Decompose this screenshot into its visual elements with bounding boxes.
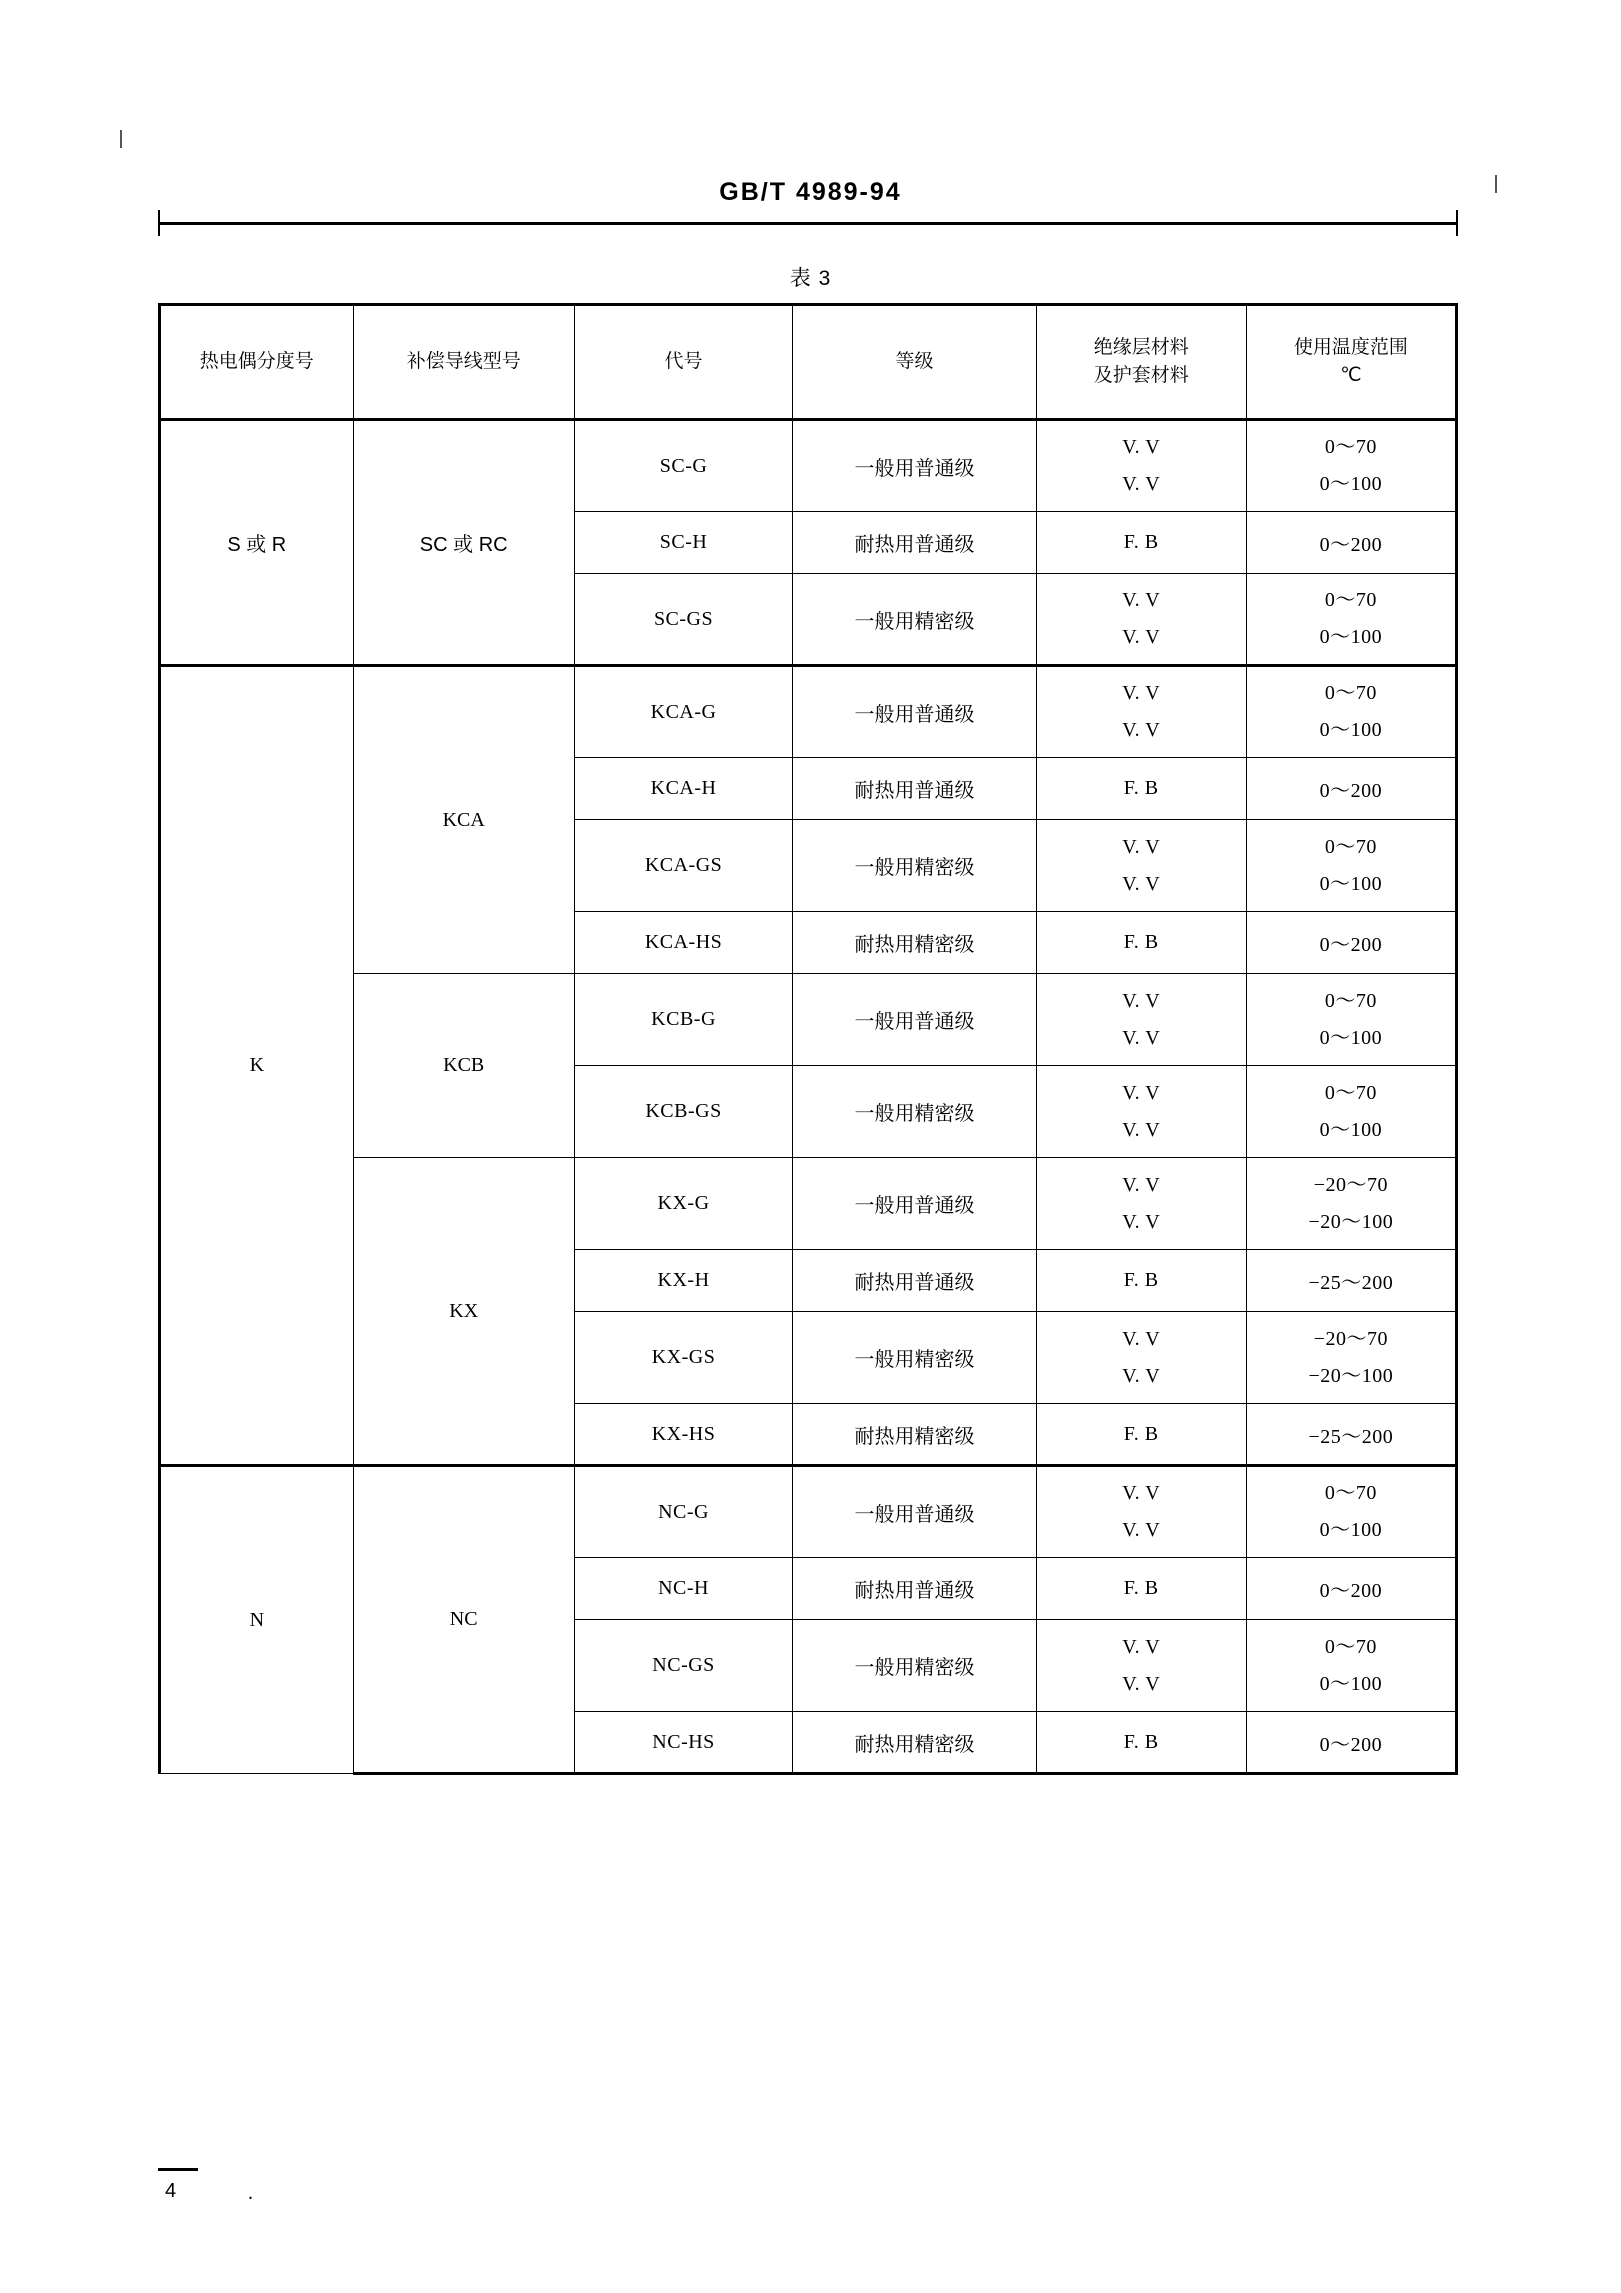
temperature-cell: 0～70 0～100 (1246, 820, 1456, 912)
temperature-cell: 0～70 0～100 (1246, 1620, 1456, 1712)
code-cell: KCB-GS (574, 1066, 792, 1158)
code-cell: KX-G (574, 1158, 792, 1250)
code-cell: NC-G (574, 1466, 792, 1558)
grade-cell: 一般用普通级 (793, 420, 1036, 512)
grade-cell: 一般用普通级 (793, 1466, 1036, 1558)
code-cell: KCA-H (574, 758, 792, 820)
code-cell: KCA-HS (574, 912, 792, 974)
temperature-cell: −25～200 (1246, 1404, 1456, 1466)
insulation-cell: V. V V. V (1036, 1066, 1246, 1158)
insulation-cell: F. B (1036, 1404, 1246, 1466)
column-header: 热电偶分度号 (160, 305, 354, 420)
thermocouple-type-cell: N (160, 1466, 354, 1774)
grade-cell: 耐热用精密级 (793, 912, 1036, 974)
insulation-cell: F. B (1036, 912, 1246, 974)
code-cell: KCB-G (574, 974, 792, 1066)
table-row (160, 974, 1457, 1066)
grade-cell: 耐热用普通级 (793, 512, 1036, 574)
code-cell: KX-H (574, 1250, 792, 1312)
grade-cell: 一般用精密级 (793, 1066, 1036, 1158)
insulation-cell: V. V V. V (1036, 974, 1246, 1066)
grade-cell: 一般用精密级 (793, 1620, 1036, 1712)
insulation-cell: V. V V. V (1036, 1466, 1246, 1558)
wire-type-cell: NC (353, 1466, 574, 1774)
grade-cell: 一般用精密级 (793, 820, 1036, 912)
table-3-container (158, 303, 1458, 1775)
insulation-cell: F. B (1036, 1250, 1246, 1312)
code-cell: SC-H (574, 512, 792, 574)
wire-type-cell: KX (353, 1158, 574, 1466)
temperature-cell: 0～200 (1246, 1558, 1456, 1620)
insulation-cell: V. V V. V (1036, 574, 1246, 666)
thermocouple-type-cell: S 或 R (160, 420, 354, 666)
insulation-cell: V. V V. V (1036, 666, 1246, 758)
insulation-cell: V. V V. V (1036, 1312, 1246, 1404)
footer-rule (158, 2168, 198, 2171)
temperature-cell: 0～70 0～100 (1246, 974, 1456, 1066)
table-row (160, 420, 1457, 512)
compensating-wire-table (158, 303, 1458, 1775)
code-cell: KX-GS (574, 1312, 792, 1404)
temperature-cell: −20～70 −20～100 (1246, 1158, 1456, 1250)
grade-cell: 一般用普通级 (793, 974, 1036, 1066)
column-header: 代号 (574, 305, 792, 420)
code-cell: NC-GS (574, 1620, 792, 1712)
temperature-cell: 0～200 (1246, 912, 1456, 974)
page-number: 4 (165, 2180, 177, 2202)
column-header: 补偿导线型号 (353, 305, 574, 420)
column-header: 使用温度范围 ℃ (1246, 305, 1456, 420)
grade-cell: 一般用精密级 (793, 1312, 1036, 1404)
table-row (160, 666, 1457, 758)
grade-cell: 一般用普通级 (793, 666, 1036, 758)
wire-type-cell: SC 或 RC (353, 420, 574, 666)
code-cell: KCA-GS (574, 820, 792, 912)
insulation-cell: F. B (1036, 512, 1246, 574)
insulation-cell: V. V V. V (1036, 820, 1246, 912)
grade-cell: 耐热用普通级 (793, 1558, 1036, 1620)
grade-cell: 一般用普通级 (793, 1158, 1036, 1250)
column-header: 绝缘层材料 及护套材料 (1036, 305, 1246, 420)
temperature-cell: −25～200 (1246, 1250, 1456, 1312)
temperature-cell: 0～200 (1246, 758, 1456, 820)
table-row (160, 1466, 1457, 1558)
temperature-cell: 0～200 (1246, 1712, 1456, 1774)
temperature-cell: 0～70 0～100 (1246, 574, 1456, 666)
wire-type-cell: KCB (353, 974, 574, 1158)
table-body (160, 305, 1457, 1774)
code-cell: NC-HS (574, 1712, 792, 1774)
insulation-cell: V. V V. V (1036, 1158, 1246, 1250)
thermocouple-type-cell: K (160, 666, 354, 1466)
temperature-cell: 0～70 0～100 (1246, 1466, 1456, 1558)
temperature-cell: 0～200 (1246, 512, 1456, 574)
insulation-cell: F. B (1036, 758, 1246, 820)
grade-cell: 耐热用普通级 (793, 1250, 1036, 1312)
table-row (160, 1158, 1457, 1250)
insulation-cell: V. V V. V (1036, 420, 1246, 512)
table-caption: 表 3 (789, 267, 832, 290)
standard-number: GB/T 4989-94 (719, 178, 902, 206)
code-cell: NC-H (574, 1558, 792, 1620)
grade-cell: 一般用精密级 (793, 574, 1036, 666)
insulation-cell: V. V V. V (1036, 1620, 1246, 1712)
grade-cell: 耐热用精密级 (793, 1712, 1036, 1774)
code-cell: KCA-G (574, 666, 792, 758)
wire-type-cell: KCA (353, 666, 574, 974)
code-cell: KX-HS (574, 1404, 792, 1466)
grade-cell: 耐热用普通级 (793, 758, 1036, 820)
grade-cell: 耐热用精密级 (793, 1404, 1036, 1466)
temperature-cell: 0～70 0～100 (1246, 666, 1456, 758)
insulation-cell: F. B (1036, 1712, 1246, 1774)
temperature-cell: 0～70 0～100 (1246, 420, 1456, 512)
header-rule (158, 222, 1458, 225)
crop-mark-top-left (120, 130, 122, 148)
table-header-row (160, 305, 1457, 420)
code-cell: SC-G (574, 420, 792, 512)
footer-dot: . (248, 2182, 253, 2204)
insulation-cell: F. B (1036, 1558, 1246, 1620)
temperature-cell: −20～70 −20～100 (1246, 1312, 1456, 1404)
temperature-cell: 0～70 0～100 (1246, 1066, 1456, 1158)
code-cell: SC-GS (574, 574, 792, 666)
column-header: 等级 (793, 305, 1036, 420)
